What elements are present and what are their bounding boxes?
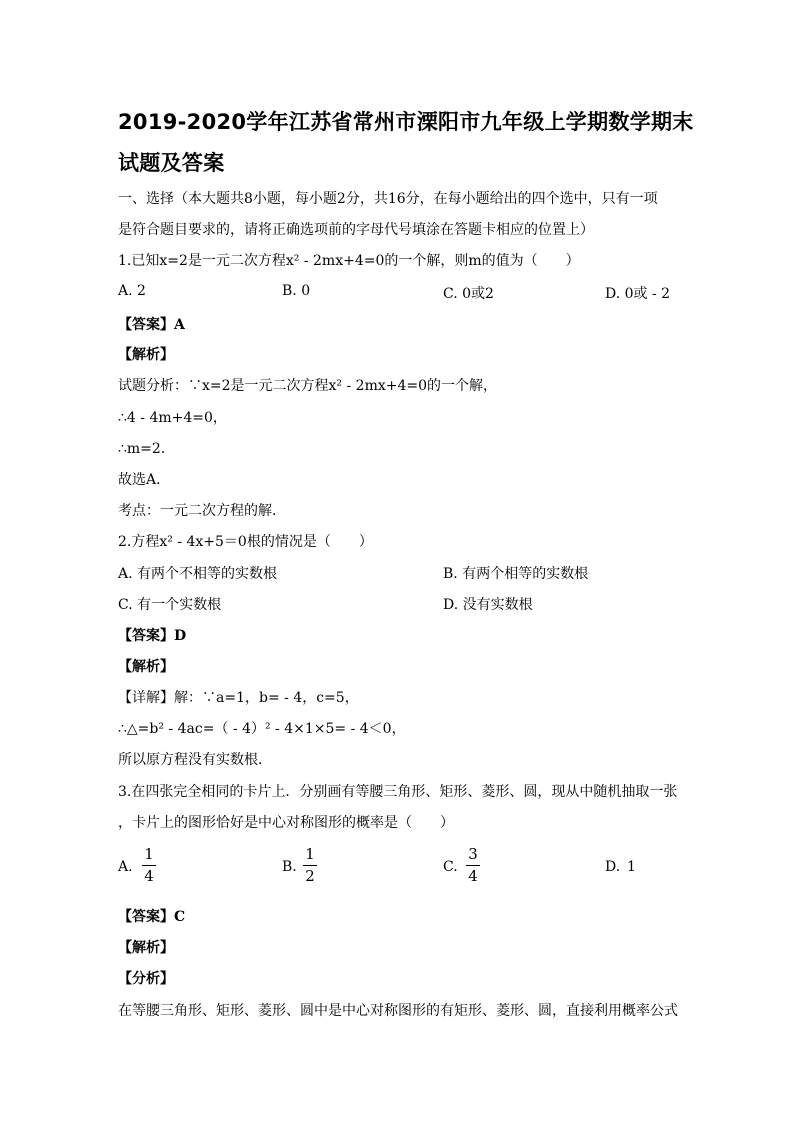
q2-option-a: A. 有两个不相等的实数根 <box>118 566 278 582</box>
q2-analysis-line: 【详解】解：∵a=1，b= - 4，c=5， <box>118 690 359 706</box>
section-instructions-line2: 是符合题目要求的，请将正确选项前的字母代号填涂在答题卡相应的位置上） <box>118 222 594 238</box>
q3-option-b-fraction <box>303 846 317 884</box>
section-instructions-line1: 一、选择（本大题共8小题，每小题2分，共16分，在每小题给出的四个选中，只有一项 <box>118 191 658 207</box>
q1-answer: 【答案】A <box>118 317 185 333</box>
q1-stem: 1.已知x=2是一元二次方程x² - 2mx+4=0的一个解，则m的值为（ ） <box>118 253 580 269</box>
fraction-denominator: 4 <box>468 867 478 885</box>
q3-fenxi-line: 在等腰三角形、矩形、菱形、圆中是中心对称图形的有矩形、菱形、圆，直接利用概率公式 <box>118 1003 678 1019</box>
q2-option-b: B. 有两个相等的实数根 <box>443 566 589 582</box>
q1-analysis-line: ∴4 - 4m+4=0， <box>118 410 227 426</box>
q1-analysis-label: 【解析】 <box>118 347 174 363</box>
q2-analysis-line: ∴△=b² - 4ac=（ - 4）² - 4×1×5= - 4＜0， <box>118 721 406 737</box>
fraction-bar <box>142 865 156 866</box>
q3-stem-line1: 3.在四张完全相同的卡片上．分别画有等腰三角形、矩形、菱形、圆，现从中随机抽取一张 <box>118 784 678 800</box>
fraction-denominator: 4 <box>144 867 154 885</box>
fraction-numerator: 1 <box>144 845 154 863</box>
doc-title-line2: 试题及答案 <box>118 151 225 175</box>
q3-option-d-letter: D. <box>605 859 621 875</box>
q2-stem: 2.方程x² - 4x+5＝0根的情况是（ ） <box>118 534 373 550</box>
q1-analysis-line: 考点：一元二次方程的解． <box>118 503 286 519</box>
q1-option-d: D. 0或 - 2 <box>605 286 671 302</box>
q1-option-c: C. 0或2 <box>443 286 494 302</box>
fraction-numerator: 3 <box>468 845 478 863</box>
q2-answer: 【答案】D <box>118 628 187 644</box>
fraction-bar <box>466 865 480 866</box>
q3-answer: 【答案】C <box>118 909 186 925</box>
q3-option-b-letter: B. <box>282 859 297 875</box>
q3-option-a-fraction <box>142 846 156 884</box>
q3-option-d-value: 1 <box>627 859 636 875</box>
fraction-numerator: 1 <box>305 845 315 863</box>
q3-option-c-fraction <box>466 846 480 884</box>
q3-analysis-label: 【解析】 <box>118 940 174 956</box>
q1-analysis-line: ∴m=2． <box>118 441 175 457</box>
q3-stem-line2: ，卡片上的图形恰好是中心对称图形的概率是（ ） <box>118 815 454 831</box>
q3-fenxi-label: 【分析】 <box>118 971 174 987</box>
doc-title-line1: 2019-2020学年江苏省常州市溧阳市九年级上学期数学期末 <box>118 110 694 134</box>
q1-analysis-line: 试题分析：∵x=2是一元二次方程x² - 2mx+4=0的一个解， <box>118 378 498 394</box>
q1-option-b: B. 0 <box>282 283 311 299</box>
fraction-denominator: 2 <box>305 867 315 885</box>
q1-analysis-line: 故选A． <box>118 472 171 488</box>
q1-option-a: A. 2 <box>118 283 146 299</box>
q3-option-a-letter: A. <box>118 859 133 875</box>
q2-analysis-label: 【解析】 <box>118 659 174 675</box>
q2-option-d: D. 没有实数根 <box>443 597 533 613</box>
q3-option-c-letter: C. <box>443 859 458 875</box>
q2-analysis-line: 所以原方程没有实数根． <box>118 752 272 768</box>
q2-option-c: C. 有一个实数根 <box>118 597 222 613</box>
fraction-bar <box>303 865 317 866</box>
